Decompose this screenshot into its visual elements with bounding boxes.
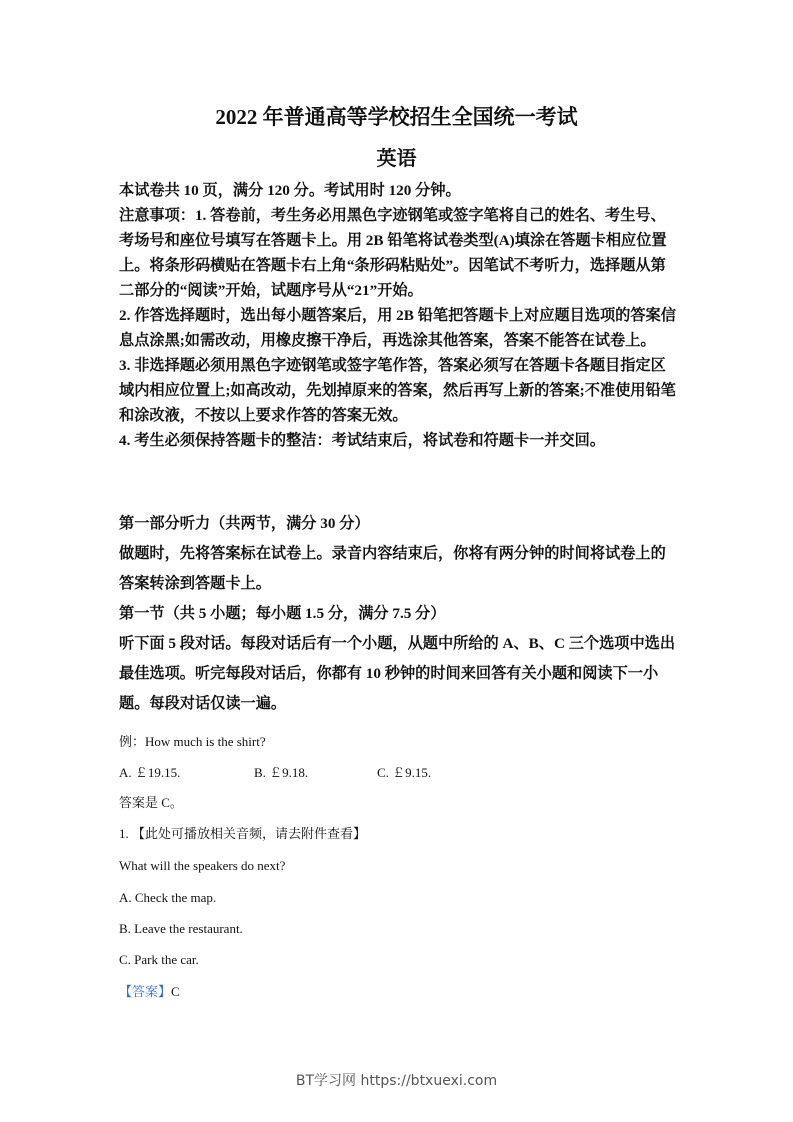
q1-answer [119, 983, 679, 1001]
example-option-a: A. ￡19.15. [119, 765, 181, 780]
exam-title: 2022 年普通高等学校招生全国统一考试 [215, 105, 578, 129]
part1-instruction: 做题时，先将答案标在试卷上。录音内容结束后，你将有两分钟的时间将试卷上的答案转涂到答题卡上。 [119, 545, 666, 592]
notes-item-1: 注意事项：1. 答卷前，考生务必用黑色字迹钢笔或签字笔将自己的姓名、考生号、考场号和座位号填写在答题卡上。用 2B 铅笔将试卷类型(A)填涂在答题卡相应位置上。将条形码横贴在答题卡右上角“条形码粘贴处”。因笔试不考听力，选择题从第二部分的“阅读”开始，试题序号从“21”开始。 [119, 207, 667, 299]
q1-option-a: A. Check the map. [119, 890, 217, 905]
q1-option-b: B. Leave the restaurant. [119, 921, 243, 936]
answer-value: C [171, 984, 180, 999]
example-answer: 答案是 C。 [119, 795, 183, 810]
part1-heading: 第一部分听力（共两节，满分 30 分） [119, 515, 370, 532]
exam-notes [119, 178, 679, 453]
notes-item-4: 4. 考生必须保持答题卡的整洁：考试结束后，将试卷和符题卡一并交回。 [119, 432, 605, 449]
site-footer[interactable]: BT学习网 https://btxuexi.com [295, 1073, 498, 1089]
q1-audio-note[interactable]: 1. 【此处可播放相关音频，请去附件查看】 [119, 826, 367, 841]
notes-intro: 本试卷共 10 页，满分 120 分。考试用时 120 分钟。 [119, 182, 461, 199]
notes-item-2: 2. 作答选择题时，选出每小题答案后，用 2B 铅笔把答题卡上对应题目选项的答案信息点涂黑;如需改动，用橡皮擦干净后，再选涂其他答案，答案不能答在试卷上。 [119, 307, 676, 349]
section1-instruction: 听下面 5 段对话。每段对话后有一个小题，从题中所给的 A、B、C 三个选项中选出最佳选项。听完每段对话后，你都有 10 秒钟的时间来回答有关小题和阅读下一小题。每段对话仅读一遍。 [119, 635, 676, 712]
part1-block [119, 509, 679, 719]
answer-label: 【答案】 [119, 984, 172, 999]
notes-item-3: 3. 非选择题必须用黑色字迹钢笔或签字笔作答，答案必须写在答题卡各题目指定区域内相应位置上;如高改动，先划掉原来的答案，然后再写上新的答案;不准使用铅笔和涂改液，不按以上要求作答的答案无效。 [119, 357, 676, 424]
subject-heading: 英语 [376, 148, 417, 170]
example-question: 例：How much is the shirt? [119, 734, 266, 749]
q1-option-c: C. Park the car. [119, 952, 199, 967]
q1-question: What will the speakers do next? [119, 858, 286, 873]
section1-heading: 第一节（共 5 小题；每小题 1.5 分，满分 7.5 分） [119, 605, 446, 622]
example-option-c: C. ￡9.15. [377, 765, 432, 780]
example-option-b: B. ￡9.18. [254, 765, 309, 780]
